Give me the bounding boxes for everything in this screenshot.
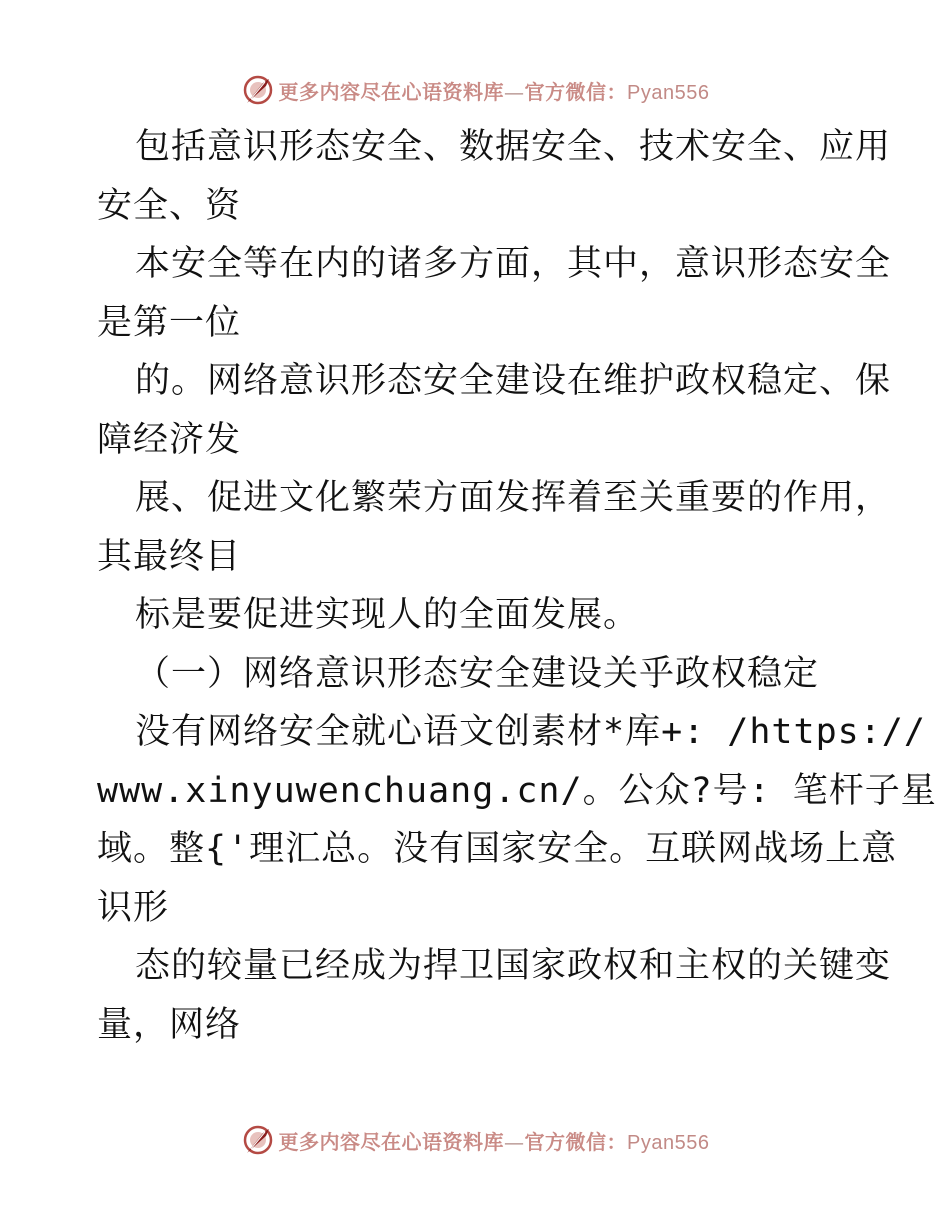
text-line: 安全、资 [97, 185, 242, 226]
footer-brand: 更多内容尽在心语资料库 [278, 1129, 505, 1154]
quill-pen-logo [241, 73, 275, 107]
text-line: 识形 [97, 887, 170, 928]
text-line: 没有网络安全就心语文创素材*库+: /https:// [135, 712, 926, 752]
footer-wechat-label: 官方微信： [524, 1129, 628, 1154]
text-line: 量，网络 [97, 1004, 242, 1045]
text-line: 展、促进文化繁荣方面发挥着至关重要的作用， [135, 478, 892, 518]
header-text [279, 76, 710, 105]
header-brand: 更多内容尽在心语资料库 [278, 79, 505, 104]
footer-text [279, 1126, 710, 1155]
quill-pen-logo [241, 1123, 275, 1157]
section-heading: （一）网络意识形态安全建设关乎政权稳定 [135, 653, 820, 694]
header-banner [0, 70, 950, 110]
header-wechat-id: Pyan556 [627, 81, 710, 104]
text-line: 障经济发 [97, 419, 242, 460]
text-line: 本安全等在内的诸多方面，其中，意识形态安全 [135, 244, 892, 284]
text-line: www.xinyuwenchuang.cn/。公众?号: 笔杆子星 [97, 770, 937, 811]
footer-banner [0, 1120, 950, 1160]
text-line: 的。网络意识形态安全建设在维护政权稳定、保 [135, 361, 892, 401]
text-line: 是第一位 [97, 302, 242, 343]
text-line: 态的较量已经成为捍卫国家政权和主权的关键变 [135, 946, 892, 986]
text-line: 其最终目 [97, 536, 242, 577]
text-line: 标是要促进实现人的全面发展。 [135, 595, 640, 635]
footer-separator: — [504, 1129, 525, 1154]
header-separator: — [504, 79, 525, 104]
header-wechat-label: 官方微信： [524, 79, 628, 104]
text-line: 域。整{'理汇总。没有国家安全。互联网战场上意 [97, 829, 898, 869]
text-line: 包括意识形态安全、数据安全、技术安全、应用 [135, 127, 892, 167]
footer-wechat-id: Pyan556 [627, 1131, 710, 1154]
document-body [97, 118, 937, 1054]
